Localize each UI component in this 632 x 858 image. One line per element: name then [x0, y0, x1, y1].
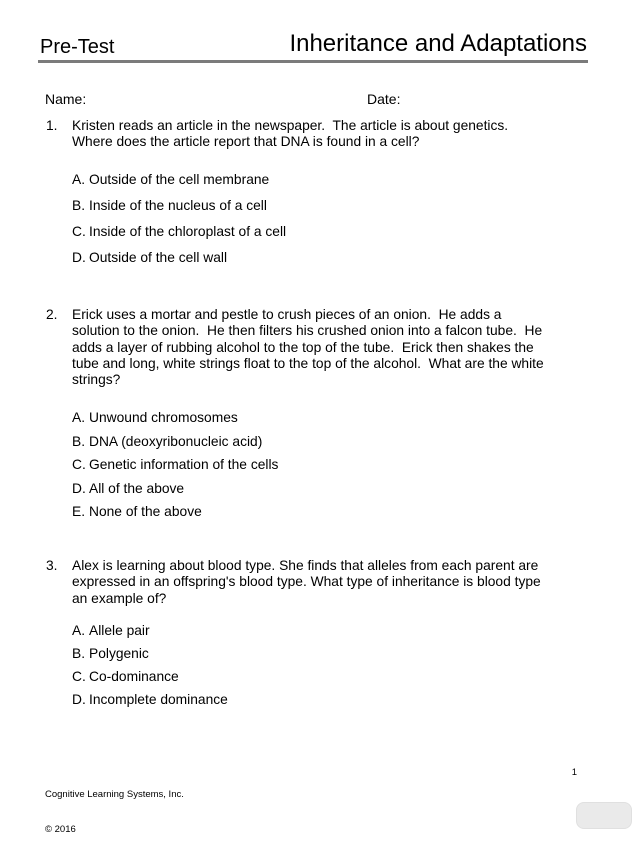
option-text: Incomplete dominance	[89, 691, 228, 707]
answer-option	[72, 477, 594, 501]
answer-option	[72, 219, 594, 245]
option-text: Inside of the nucleus of a cell	[89, 197, 267, 213]
question-1	[46, 118, 594, 272]
question-text-line: strings?	[72, 372, 121, 388]
option-letter: C.	[72, 668, 86, 684]
question-text	[72, 307, 594, 388]
option-text: None of the above	[89, 504, 202, 520]
option-text: Polygenic	[89, 645, 149, 661]
option-text: Inside of the chloroplast of a cell	[89, 224, 287, 240]
page-number: 1	[571, 767, 577, 778]
question-text-line: adds a layer of rubbing alcohol to the top of the tube. Erick then shakes the	[72, 339, 534, 355]
question-text	[72, 118, 594, 151]
footer-copyright: © 2016	[45, 823, 76, 835]
option-letter: C.	[72, 224, 86, 240]
date-label: Date:	[367, 91, 401, 107]
answer-option	[72, 665, 594, 688]
question-text	[72, 558, 594, 607]
option-text: Unwound chromosomes	[89, 410, 238, 426]
option-text: Genetic information of the cells	[89, 457, 279, 473]
answer-option	[72, 642, 594, 665]
answer-option	[72, 453, 594, 477]
question-text-line: Erick uses a mortar and pestle to crush pieces of an onion. He adds a	[72, 307, 502, 322]
option-letter: A.	[72, 622, 86, 638]
option-letter: A.	[72, 410, 86, 426]
question-text-line: an example of?	[72, 590, 167, 606]
question-text-line: expressed in an offspring's blood type. What type of inheritance is blood type	[72, 574, 541, 590]
question-text-line: Where does the article report that DNA is found in a cell?	[72, 134, 420, 150]
footer	[45, 766, 184, 858]
option-letter: B.	[72, 645, 86, 661]
page-title: Inheritance and Adaptations	[289, 30, 587, 57]
option-letter: B.	[72, 433, 86, 449]
answer-options	[72, 167, 594, 272]
option-letter: D.	[72, 480, 86, 496]
answer-option	[72, 245, 594, 271]
answer-option	[72, 193, 594, 219]
question-text-line: solution to the onion. He then filters his crushed onion into a falcon tube. He	[72, 323, 543, 339]
question-text-line: tube and long, white strings float to the top of the alcohol. What are the white	[72, 355, 544, 371]
name-label: Name:	[45, 91, 87, 107]
question-number: 1.	[46, 118, 58, 133]
answer-option	[72, 500, 594, 524]
question-number: 3.	[46, 558, 58, 573]
option-letter: A.	[72, 171, 86, 187]
question-number: 2.	[46, 307, 58, 322]
question-3	[46, 558, 594, 711]
option-letter: B.	[72, 197, 86, 213]
header-rule	[38, 60, 588, 63]
answer-option	[72, 619, 594, 642]
option-text: All of the above	[89, 480, 185, 496]
question-text-line: Kristen reads an article in the newspaper. The article is about genetics.	[72, 118, 509, 133]
answer-options	[72, 619, 594, 711]
question-body	[72, 558, 594, 711]
answer-option	[72, 688, 594, 711]
answer-option	[72, 167, 594, 193]
answer-option	[72, 406, 594, 430]
answer-options	[72, 406, 594, 524]
question-2	[46, 307, 594, 524]
footer-publisher: Cognitive Learning Systems, Inc.	[45, 789, 184, 800]
option-text: Outside of the cell membrane	[89, 171, 270, 187]
doc-type-label: Pre-Test	[40, 36, 115, 58]
option-text: Co-dominance	[89, 668, 179, 684]
question-text-line: Alex is learning about blood type. She finds that alleles from each parent are	[72, 558, 539, 573]
answer-option	[72, 430, 594, 454]
floating-corner-button[interactable]	[576, 802, 632, 829]
question-body	[72, 118, 594, 272]
option-letter: C.	[72, 457, 86, 473]
option-text: DNA (deoxyribonucleic acid)	[89, 433, 263, 449]
option-text: Outside of the cell wall	[89, 250, 228, 266]
option-letter: E.	[72, 504, 86, 520]
option-letter: D.	[72, 250, 86, 266]
question-body	[72, 307, 594, 524]
option-text: Allele pair	[89, 622, 150, 638]
option-letter: D.	[72, 691, 86, 707]
